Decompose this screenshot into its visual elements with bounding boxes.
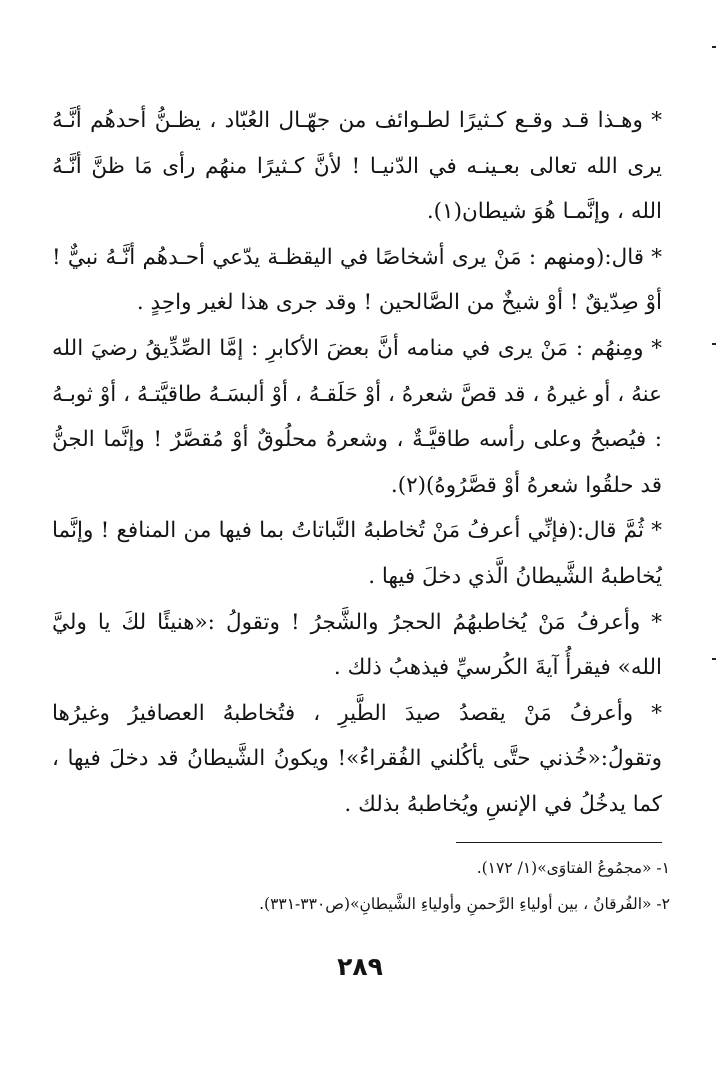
footnote: ١- «مجمُوعُ الفتاوَى»(١/ ١٧٢). [476, 859, 670, 877]
paragraph: * ثُمَّ قال:(فإنِّي أعرفُ مَنْ تُخاطبهُ النَّباتاتُ بما فيها من المنافع ! وإنَّما يُخاطبهُ الشَّيطانُ الَّذي دخلَ فيها . [52, 518, 662, 589]
main-text [52, 98, 662, 828]
page-number: ٢٨٩ [337, 952, 383, 981]
footnote: ٢- «الفُرقانُ ، بين أولياءِ الرَّحمنِ وأولياءِ الشَّيطانِ»(ص٣٣٠-٣٣١). [259, 895, 670, 913]
edge-mark [712, 343, 716, 345]
edge-mark [712, 658, 716, 660]
paragraph: * قال:(ومنهم : مَنْ يرى أشخاصًا في اليقظـة يدّعي أحـدهُم أنَّـهُ نبيٌّ ! أوْ صِدّيقٌ ! أوْ شيخٌ من الصَّالحين ! وقد جرى هذا لغير واحِدٍ . [52, 244, 662, 316]
paragraph: * وأعرفُ مَنْ يقصدُ صيدَ الطَّيرِ ، فتُخاطبهُ العصافيرُ وغيرُها وتقولُ:«خُذني حتَّى يأكُلني الفُقراءُ»! ويكونُ الشَّيطانُ قد دخلَ فيها ، كما يدخُلُ في الإنسِ ويُخاطبهُ بذلك . [52, 700, 662, 817]
footnote-divider [456, 842, 662, 843]
edge-mark [712, 46, 716, 48]
footnotes [52, 850, 670, 922]
paragraph: * وهـذا قـد وقـع كـثيرًا لطـوائف من جهّـال العُبّاد ، يظـنُّ أحدهُم أنَّـهُ يرى الله تعالى بعـينـه في الدّنيـا ! لأنَّ كـثيرًا منهُم رأى مَا ظنَّ أنَّـهُ الله ، وإنَّمـا هُوَ شيطان(١). [52, 108, 662, 225]
paragraph: * وأعرفُ مَنْ يُخاطبهُمُ الحجرُ والشَّجرُ ! وتقولُ :«هنيئًا لكَ يا وليَّ الله» فيقرأُ آيةَ الكُرسيِّ فيذهبُ ذلك . [52, 609, 662, 681]
paragraph: * ومِنهُم : مَنْ يرى في منامه أنَّ بعضَ الأكابرِ : إمَّا الصِّدِّيقُ رضيَ الله عنهُ ، أو غيرهُ ، قد قصَّ شعرهُ ، أوْ حَلَقـهُ ، أوْ ألبسَـهُ طاقيَّتـهُ ، أوْ ثوبـهُ : فيُصبحُ وعلى رأسه طاقيَّـةٌ ، وشعرهُ محلُوقٌ أوْ مُقصَّرٌ ! وإنَّما الجنُّ قد حلقُوا شعرهُ أوْ قصَّرُوهُ)(٢). [52, 335, 662, 498]
